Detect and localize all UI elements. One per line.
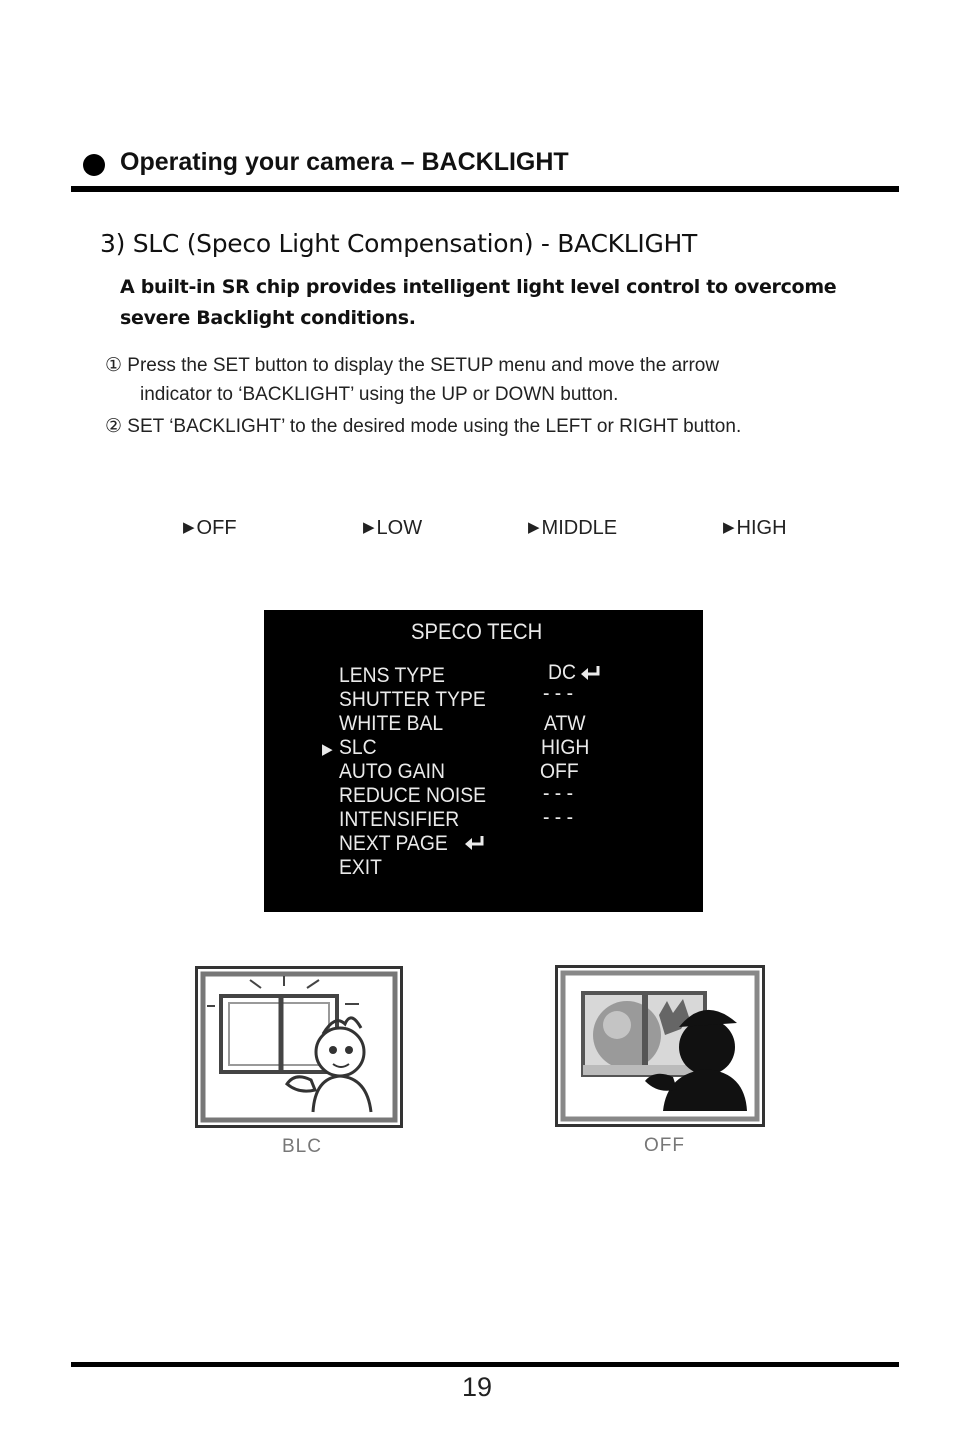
mode-option-high: ▶ HIGH [723, 517, 787, 539]
osd-selection-pointer-icon: ▶ [322, 741, 333, 758]
blc-illustration [195, 966, 403, 1128]
osd-item-value: DC [548, 661, 576, 684]
osd-item-value: - - - [543, 782, 574, 805]
osd-item-label-selected: SLC [339, 736, 377, 759]
osd-item-label: AUTO GAIN [339, 760, 445, 783]
osd-item-label: REDUCE NOISE [339, 784, 487, 807]
mode-option-off: ▶ OFF [183, 517, 237, 539]
osd-item-value: - - - [543, 806, 574, 829]
osd-item-value: ATW [544, 712, 586, 735]
osd-item-label: INTENSIFIER [339, 808, 460, 831]
osd-item-label: LENS TYPE [339, 664, 445, 687]
step-1-text-continued: indicator to ‘BACKLIGHT’ using the UP or DOWN button. [140, 384, 619, 405]
osd-item-value: OFF [540, 760, 579, 783]
intro-text-line-2: severe Backlight conditions. [120, 307, 416, 329]
page-number: 19 [461, 1372, 493, 1402]
step-1-text: ① Press the SET button to display the SETUP menu and move the arrow [105, 355, 720, 376]
bullet-icon [83, 154, 105, 176]
off-caption: OFF [644, 1135, 685, 1156]
mode-option-middle: ▶ MIDDLE [528, 517, 618, 539]
osd-item-label: NEXT PAGE [339, 832, 448, 855]
mode-option-low: ▶ LOW [363, 517, 423, 539]
step-2-text: ② SET ‘BACKLIGHT’ to the desired mode using the LEFT or RIGHT button. [105, 416, 742, 437]
osd-setup-menu [264, 610, 703, 912]
header-divider [71, 186, 899, 192]
return-arrow-icon [464, 834, 486, 852]
osd-item-label: WHITE BAL [339, 712, 444, 735]
osd-item-value: - - - [543, 682, 574, 705]
page-header-title: Operating your camera – BACKLIGHT [120, 148, 569, 176]
play-triangle-icon: ▶ [528, 519, 540, 536]
osd-item-label: SHUTTER TYPE [339, 688, 486, 711]
section-title: 3) SLC (Speco Light Compensation) - BACKLIGHT [100, 229, 698, 258]
blc-caption: BLC [282, 1136, 322, 1157]
intro-text-line-1: A built-in SR chip provides intelligent light level control to overcome [120, 276, 837, 298]
off-illustration [555, 965, 765, 1127]
play-triangle-icon: ▶ [723, 519, 735, 536]
osd-item-label: EXIT [339, 856, 382, 879]
osd-item-value: HIGH [541, 736, 590, 759]
return-arrow-icon [580, 664, 602, 682]
play-triangle-icon: ▶ [183, 519, 195, 536]
footer-divider [71, 1362, 899, 1367]
play-triangle-icon: ▶ [363, 519, 375, 536]
osd-menu-title: SPECO TECH [411, 619, 543, 644]
